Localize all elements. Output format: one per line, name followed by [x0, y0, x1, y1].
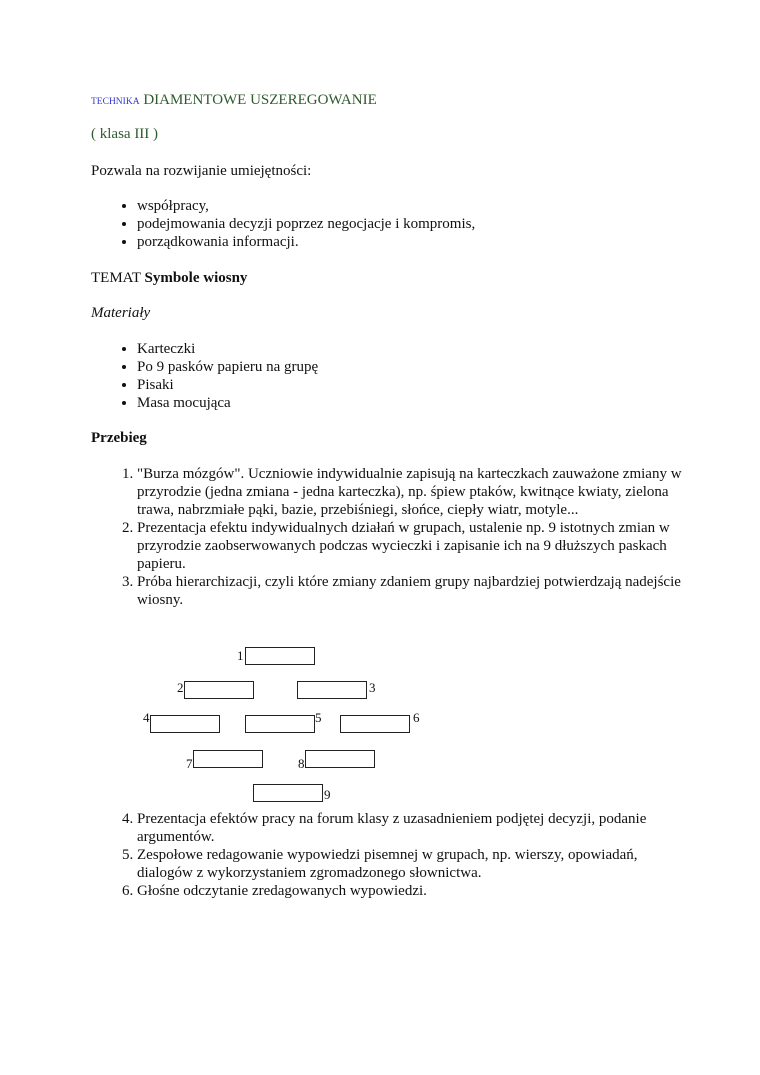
list-item: 5. Zespołowe redagowanie wypowiedzi pisemnej w grupach, np. wierszy, opowiadań, dialogów z wykorzystaniem zgromadzonego słownictwa. — [137, 846, 697, 882]
box-label: 3 — [369, 680, 376, 695]
technique-label: TECHNIKA — [91, 97, 140, 107]
topic — [91, 269, 247, 287]
list-item: 3. Próba hierarchizacji, czyli które zmiany zdaniem grupy najbardziej potwierdzają nadejście wiosny. — [137, 573, 697, 609]
list-item: • Pisaki — [137, 376, 717, 394]
intro-text: Pozwala na rozwijanie umiejętności: — [91, 163, 312, 179]
box-label: 6 — [413, 710, 420, 725]
topic-label: TEMAT — [91, 270, 141, 286]
box-label: 4 — [143, 710, 150, 725]
diamond-box-8 — [305, 750, 375, 768]
list-item: • współpracy, — [137, 197, 717, 215]
list-item: 2. Prezentacja efektu indywidualnych działań w grupach, ustalenie np. 9 istotnych zmian w przyrodzie zaobserwowanych podczas wycieczki i zapisanie ich na 9 dłuższych paskach papieru. — [137, 519, 697, 573]
box-label: 2 — [177, 680, 184, 695]
list-item: • Karteczki — [137, 340, 717, 358]
topic-title: Symbole wiosny — [144, 270, 248, 286]
diamond-box-9 — [253, 784, 323, 802]
list-item: 4. Prezentacja efektów pracy na forum klasy z uzasadnieniem podjętej decyzji, podanie argumentów. — [137, 810, 697, 846]
diamond-box-6 — [340, 715, 410, 733]
box-label: 5 — [315, 710, 322, 725]
box-label: 1 — [237, 648, 244, 663]
diamond-box-4 — [150, 715, 220, 733]
diamond-box-3 — [297, 681, 367, 699]
title: DIAMENTOWE USZEREGOWANIE — [143, 92, 377, 108]
diamond-box-1 — [245, 647, 315, 665]
materials-list — [91, 340, 717, 412]
diamond-box-7 — [193, 750, 263, 768]
list-item: • Masa mocująca — [137, 394, 717, 412]
box-label: 9 — [324, 787, 331, 802]
procedure-heading: Przebieg — [91, 430, 147, 446]
list-item: • podejmowania decyzji poprzez negocjacje i kompromis, — [137, 215, 717, 233]
box-label: 8 — [298, 756, 305, 771]
list-item: • Po 9 pasków papieru na grupę — [137, 358, 717, 376]
procedure-steps-continued — [91, 810, 697, 900]
materials-heading: Materiały — [91, 305, 151, 321]
document-title — [91, 91, 377, 111]
box-label: 7 — [186, 756, 193, 771]
list-item: • porządkowania informacji. — [137, 233, 717, 251]
diamond-box-2 — [184, 681, 254, 699]
procedure-steps — [91, 465, 697, 609]
skills-list — [91, 197, 717, 251]
list-item: 6. Głośne odczytanie zredagowanych wypowiedzi. — [137, 882, 697, 900]
class-level: ( klasa III ) — [91, 126, 159, 142]
list-item: 1. "Burza mózgów". Uczniowie indywidualnie zapisują na karteczkach zauważone zmiany w przyrodzie (jedna zmiana - jedna karteczka), np. śpiew ptaków, kwitnące kwiaty, zielona trawa, nabrzmiałe pąki, bazie, przebiśniegi, słońce, ciepły wiatr, motyle... — [137, 465, 697, 519]
diamond-box-5 — [245, 715, 315, 733]
